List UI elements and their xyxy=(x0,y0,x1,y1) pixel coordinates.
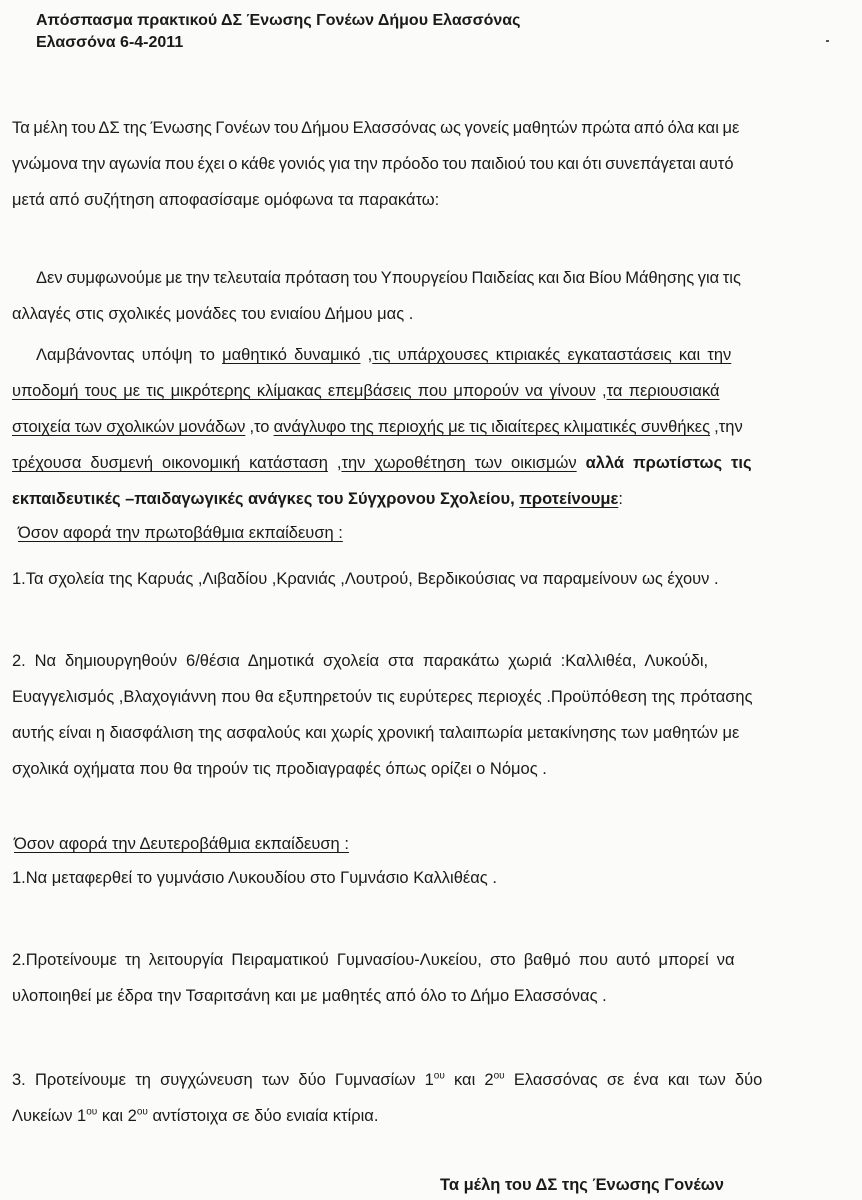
intro-line-1: Τα μέλη του ΔΣ της Ένωσης Γονέων του Δήμου Ελασσόνας ως γονείς μαθητών πρώτα από όλα και με xyxy=(12,119,740,137)
considering-line-2: υποδομή τους με τις μικρότερης κλίμακας επεμβάσεις που μπορούν να γίνουν ,τα περιουσιακά xyxy=(12,382,720,400)
primary-item-2-line-1: 2. Να δημιουργηθούν 6/θέσια Δημοτικά σχολεία στα παρακάτω χωριά :Καλλιθέα, Λυκούδι, xyxy=(12,652,709,670)
secondary-item-3-line-1: 3. Προτείνουμε τη συγχώνευση των δύο Γυμνασίων $1^{o\upsilon}$ και $2^{o\upsilon}$ Ελασσόνας σε ένα και των δύο xyxy=(12,1070,763,1089)
secondary-item-2-line-2: υλοποιηθεί με έδρα την Τσαριτσάνη και με μαθητές από όλο το Δήμο Ελασσόνας . xyxy=(12,987,607,1005)
considering-line-5: εκπαιδευτικές –παιδαγωγικές ανάγκες του Σύγχρονου Σχολείου, προτείνουμε: xyxy=(12,490,623,508)
primary-item-2-line-4: σχολικά οχήματα που θα τηρούν τις προδιαγραφές όπως ορίζει ο Νόμος . xyxy=(12,760,547,778)
disagree-line-1: Δεν συμφωνούμε με την τελευταία πρόταση του Υπουργείου Παιδείας και δια Βίου Μάθησης για τις xyxy=(36,269,741,287)
primary-item-1: 1.Τα σχολεία της Καρυάς ,Λιβαδίου ,Κρανιάς ,Λουτρού, Βερδικούσιας να παραμείνουν ως έχουν . xyxy=(12,570,719,588)
secondary-heading: Όσον αφορά την Δευτεροβάθμια εκπαίδευση : xyxy=(14,835,349,853)
intro-line-3: μετά από συζήτηση αποφασίσαμε ομόφωνα τα παρακάτω: xyxy=(12,191,440,209)
signature-line: Τα μέλη του ΔΣ της Ένωσης Γονέων xyxy=(440,1176,724,1194)
primary-heading: Όσον αφορά την πρωτοβάθμια εκπαίδευση : xyxy=(18,524,343,542)
considering-line-1: Λαμβάνοντας υπόψη το μαθητικό δυναμικό ,τις υπάρχουσες κτιριακές εγκαταστάσεις και την xyxy=(36,346,732,364)
document-title: Απόσπασμα πρακτικού ΔΣ Ένωσης Γονέων Δήμου Ελασσόνας xyxy=(36,12,521,29)
intro-line-2: γνώμονα την αγωνία που έχει ο κάθε γονιός για την πρόοδο του παιδιού του και ότι συνεπάγεται αυτό xyxy=(12,155,734,173)
considering-line-3: στοιχεία των σχολικών μονάδων ,το ανάγλυφο της περιοχής με τις ιδιαίτερες κλιματικές συνθήκες ,την xyxy=(12,418,743,436)
secondary-item-3-line-2: Λυκείων $1^{o\upsilon}$ και $2^{o\upsilon}$ αντίστοιχα σε δύο ενιαία κτίρια. xyxy=(12,1106,379,1125)
secondary-item-2-line-1: 2.Προτείνουμε τη λειτουργία Πειραματικού Γυμνασίου-Λυκείου, στο βαθμό που αυτό μπορεί να xyxy=(12,951,735,969)
scan-speck xyxy=(826,40,829,42)
primary-item-2-line-2: Ευαγγελισμός ,Βλαχογιάννη που θα εξυπηρετούν τις ευρύτερες περιοχές .Προϋπόθεση της πρότασης xyxy=(12,688,753,706)
secondary-item-1: 1.Να μεταφερθεί το γυμνάσιο Λυκουδίου στο Γυμνάσιο Καλλιθέας . xyxy=(12,869,497,887)
primary-item-2-line-3: αυτής είναι η διασφάλιση της ασφαλούς και χωρίς χρονική ταλαιπωρία μετακίνησης των μαθητών με xyxy=(12,724,740,742)
disagree-line-2: αλλαγές στις σχολικές μονάδες του ενιαίου Δήμου μας . xyxy=(12,305,414,323)
document-date: Ελασσόνα 6-4-2011 xyxy=(36,34,184,51)
considering-line-4: τρέχουσα δυσμενή οικονομική κατάσταση ,την χωροθέτηση των οικισμών αλλά πρωτίστως τις xyxy=(12,454,752,472)
